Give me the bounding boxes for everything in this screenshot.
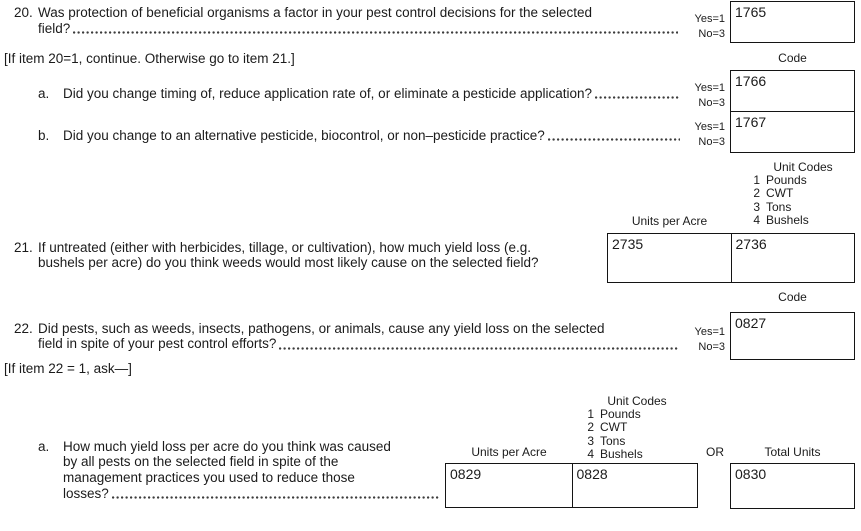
q22a-question [38,439,391,455]
q20b-yesno-label [655,120,725,150]
q21-question-cont: bushels per acre) do you think weeds would most likely cause on the selected field? [38,255,539,270]
q21-units-per-acre-box[interactable] [607,233,732,283]
q20-text-line1: Was protection of beneficial organisms a factor in your pest control decisions for the selected [38,5,593,20]
unit-code-row: 2 CWT [753,186,794,201]
no-code-label: No=3 [698,97,725,109]
q21-units-box-code: 2735 [612,236,644,252]
units-per-acre-header-1: Units per Acre [631,214,708,228]
q22a-question-cont [63,486,441,502]
q20-question-cont [38,21,680,37]
q20-box-code: 1765 [735,4,767,20]
q20-yesno-label [655,12,725,42]
yes-code-label: Yes=1 [694,121,725,133]
unit-codes-legend-2 [584,395,690,461]
q21-unit-code-box[interactable] [731,233,856,283]
q22-branch-note: [If item 22 = 1, ask—] [4,360,132,376]
q20a-response-box[interactable] [730,70,855,112]
q22a-text-line2: by all pests on the selected field in spite of the [63,454,339,470]
unit-code-row: 3 Tons [753,199,792,214]
q22-yesno-label [655,325,725,355]
q20-question [14,5,704,21]
q21-text-line1: If untreated (either with herbicides, tillage, or cultivation), how much yield loss (e.g. [38,239,531,255]
unit-codes-title: Unit Codes [773,160,833,174]
q20-response-box[interactable] [730,1,855,43]
unit-code-row: 4 Bushels [587,446,643,461]
no-code-label: No=3 [698,341,725,353]
q22a-total-units-box[interactable] [730,463,855,509]
unit-code-row: 3 Tons [587,433,626,448]
q20-branch-note: [If item 20=1, continue. Otherwise go to item 21.] [4,51,295,66]
q20b-letter: b. [38,127,50,143]
unit-codes-title: Unit Codes [607,394,667,408]
q22-question [14,321,605,337]
q20b-question [38,128,682,144]
code-column-header-1: Code [778,51,807,65]
q21-question [14,240,531,256]
q22-response-box[interactable] [730,312,855,360]
q21-code-box-code: 2736 [735,236,767,252]
q22-question-cont [38,336,680,352]
unit-code-row: 2 CWT [587,420,628,435]
code-column-header-2: Code [778,289,807,304]
unit-code-row: 1 Pounds [587,407,641,422]
q20-number: 20. [14,5,33,20]
q22-box-code: 0827 [735,315,767,331]
q22a-units-box-code: 0829 [450,466,482,482]
q20a-letter: a. [38,85,50,101]
yes-code-label: Yes=1 [694,326,725,338]
q22a-letter: a. [38,438,50,454]
q20b-text: Did you change to an alternative pesticide, biocontrol, or non–pesticide practice? [63,127,545,143]
q20a-question [38,86,682,102]
q22a-total-box-code: 0830 [735,466,767,482]
q22-text-line1: Did pests, such as weeds, insects, pathogens, or animals, cause any yield loss on the selected [38,320,605,336]
unit-code-row: 4 Bushels [753,212,809,227]
yes-code-label: Yes=1 [694,12,725,25]
q21-number: 21. [14,239,33,255]
q22-text-line2: field in spite of your pest control efforts? [38,336,277,351]
q20b-response-box[interactable] [730,111,855,154]
q22a-text-line4: losses? [63,485,109,501]
q20a-box-code: 1766 [735,73,767,89]
unit-code-row: 1 Pounds [753,173,807,188]
yes-code-label: Yes=1 [694,82,725,94]
or-label: OR [706,445,724,459]
q20a-text: Did you change timing of, reduce application rate of, or eliminate a pesticide application? [63,85,593,101]
no-code-label: No=3 [698,136,725,148]
q22a-unit-code-box[interactable] [572,463,699,508]
q20b-box-code: 1767 [735,113,767,130]
dotted-leader [112,496,439,499]
dotted-leader [279,347,678,350]
q20a-yesno-label [655,81,725,111]
unit-codes-legend-1 [750,161,856,227]
q22-number: 22. [14,320,33,336]
q22a-code-box-code: 0828 [576,466,608,482]
dotted-leader [73,31,678,34]
q22a-text-line1: How much yield loss per acre do you think was caused [63,438,391,454]
q22a-text-line3: management practices you used to reduce those [63,469,355,485]
no-code-label: No=3 [698,27,725,40]
q22a-units-per-acre-box[interactable] [445,463,573,508]
q20-text-line2: field? [38,20,71,36]
total-units-header: Total Units [764,445,821,459]
units-per-acre-header-2: Units per Acre [471,445,547,459]
